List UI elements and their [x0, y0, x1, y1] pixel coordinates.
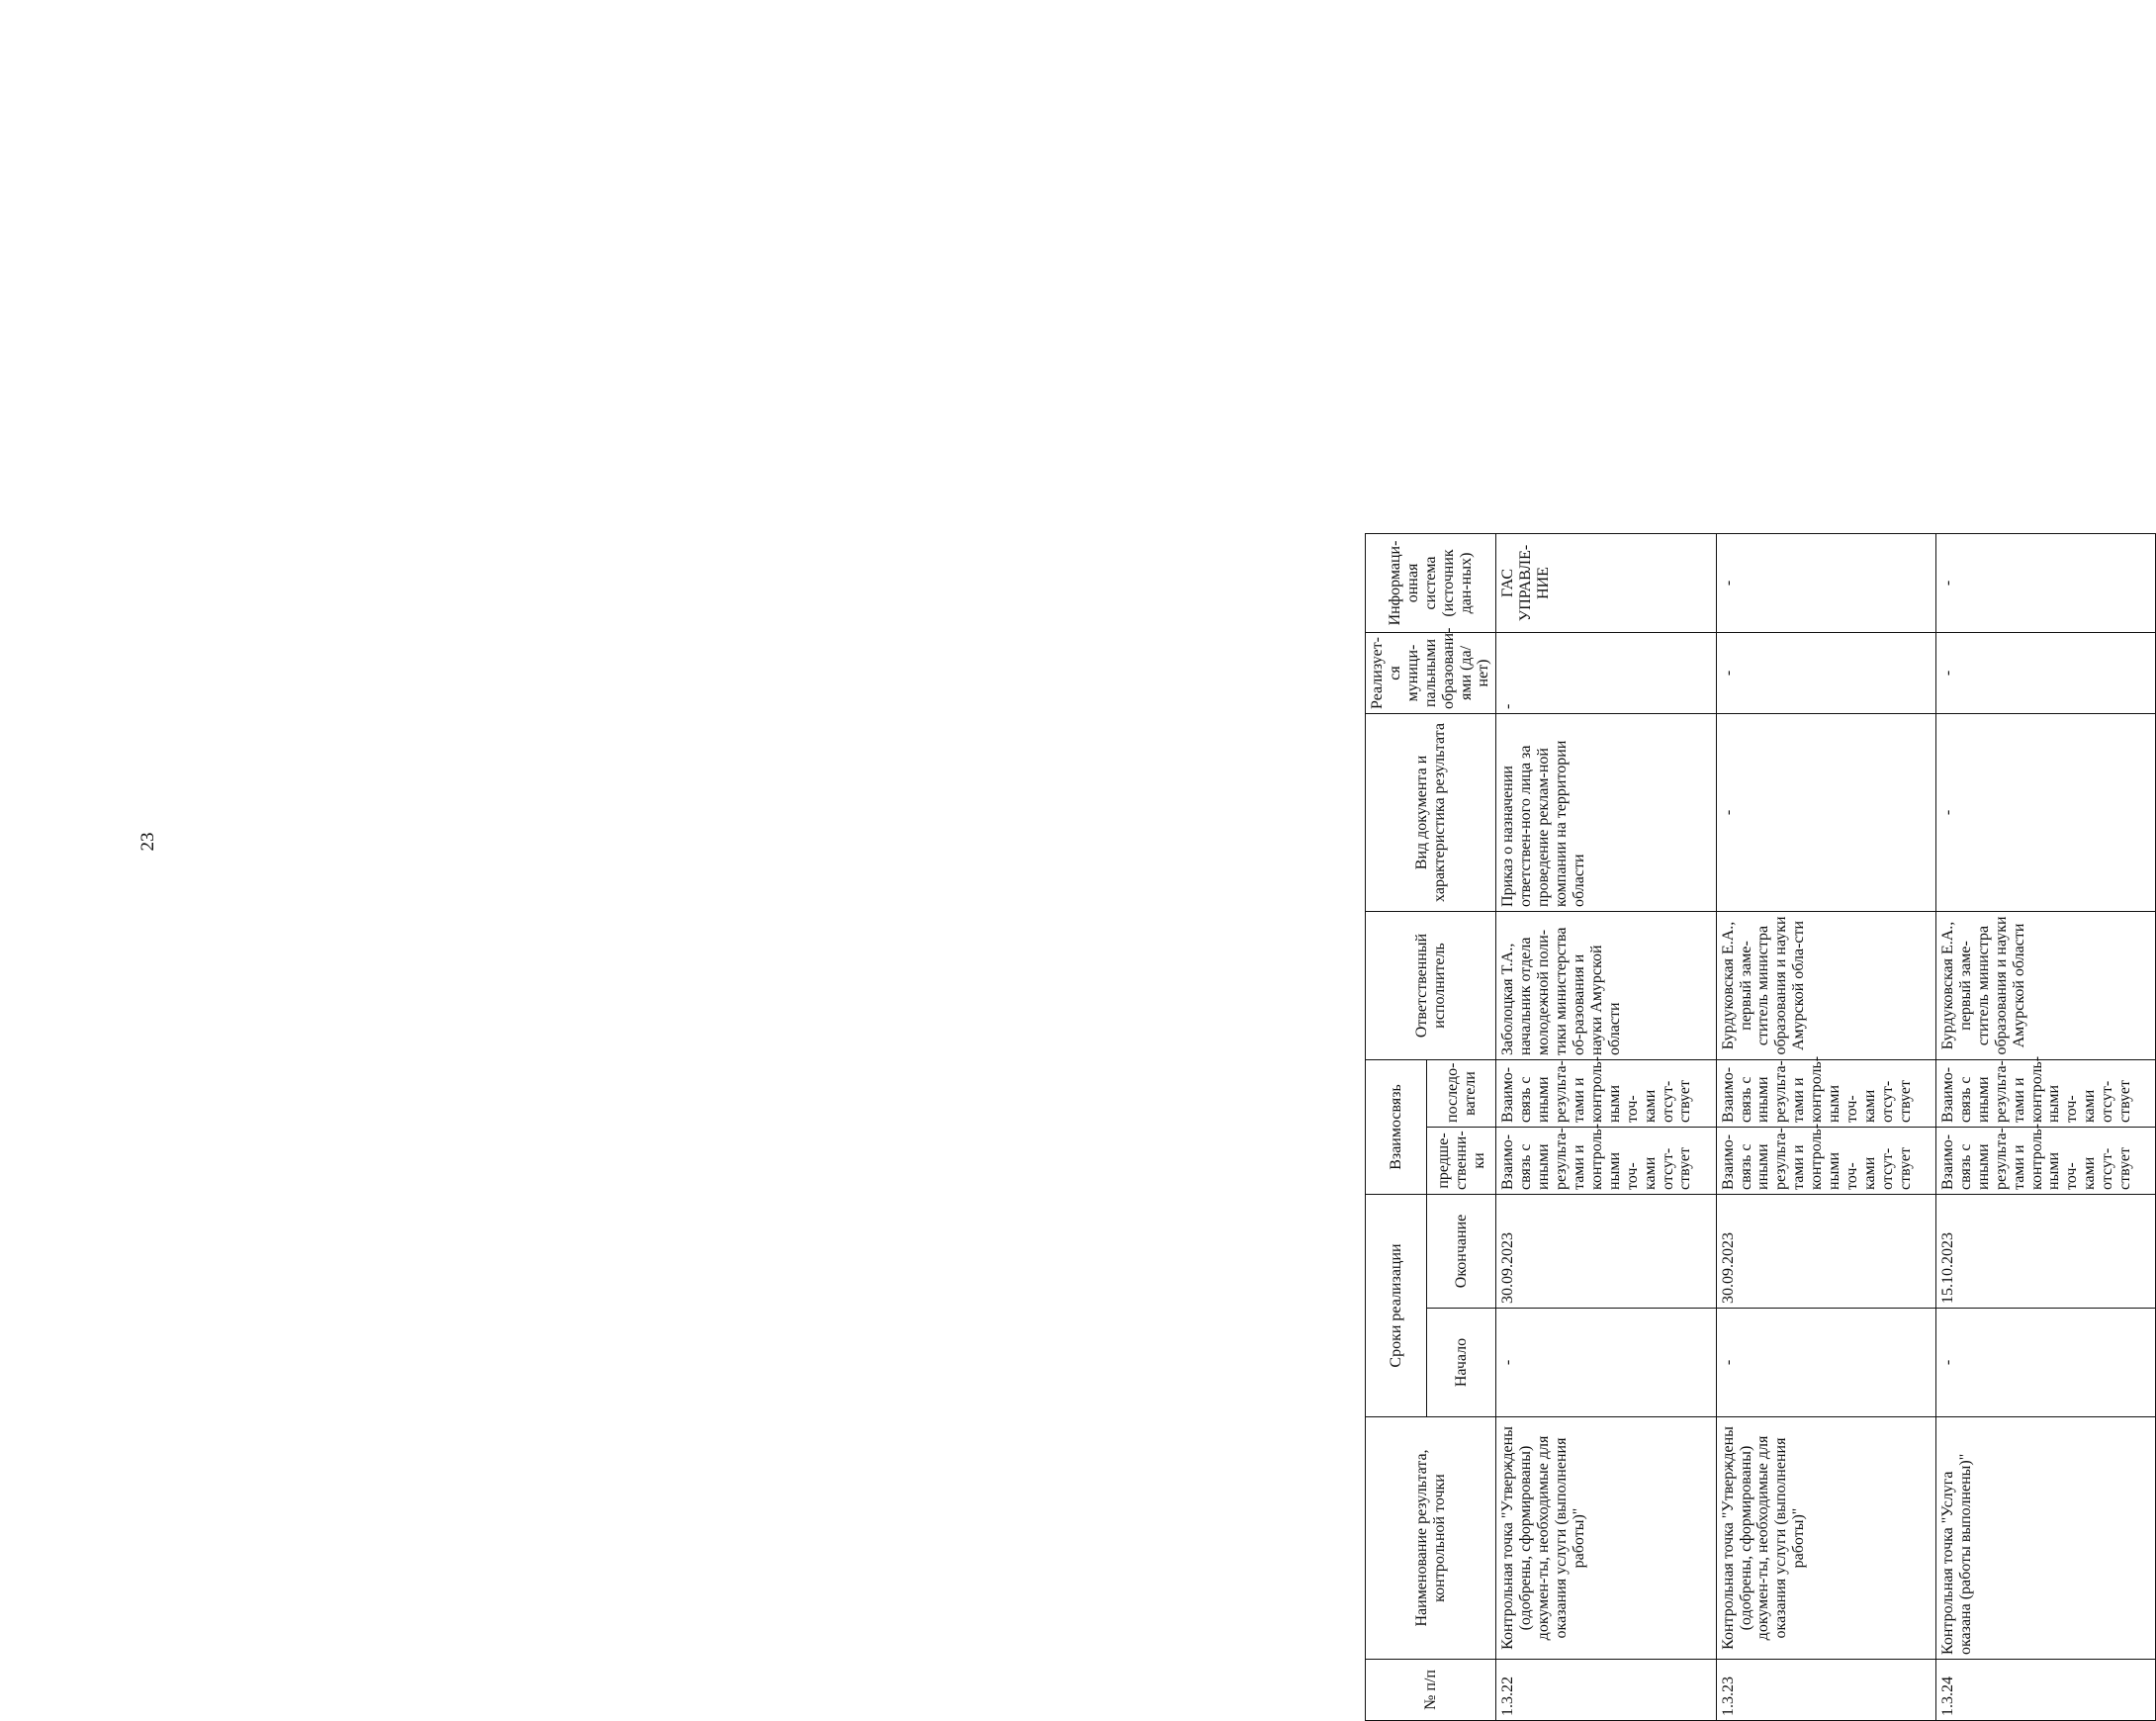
- cell-doc: -: [1936, 713, 2156, 911]
- cell-municipal: -: [1936, 632, 2156, 713]
- header-info: Информаци-онная система (источник дан-ных): [1366, 533, 1496, 632]
- cell-next: Взаимо-связь с иными результа-тами и контроль-ными точ-ками отсут-ствует: [1716, 1059, 1935, 1127]
- header-name: Наименование результата, контрольной точки: [1366, 1417, 1496, 1660]
- cell-prev: Взаимо-связь с иными результа-тами и контроль-ными точ-ками отсут-ствует: [1936, 1127, 2156, 1194]
- header-next: последо-ватели: [1427, 1059, 1496, 1127]
- cell-info: ГАС УПРАВЛЕ-НИЕ: [1496, 533, 1716, 632]
- cell-start: -: [1936, 1309, 2156, 1417]
- cell-municipal: -: [1496, 632, 1716, 713]
- cell-name: Контрольная точка "Услуга оказана (работы выполнены)": [1936, 1417, 2156, 1660]
- results-table: [1365, 533, 2156, 1721]
- header-prev: предше-ственни-ки: [1427, 1127, 1496, 1194]
- header-terms: Сроки реализации: [1366, 1194, 1427, 1416]
- table-row: [1936, 533, 2156, 1720]
- cell-municipal: -: [1716, 632, 1935, 713]
- table-row: [1496, 533, 1716, 1720]
- header-municipal: Реализует-ся муници-пальными образовани-ями (да/нет): [1366, 632, 1496, 713]
- cell-executor: Бурдуковская Е.А., первый заме-ститель министра образования и науки Амурской обла-сти: [1716, 911, 1935, 1059]
- cell-info: -: [1936, 533, 2156, 632]
- cell-next: Взаимо-связь с иными результа-тами и контроль-ными точ-ками отсут-ствует: [1496, 1059, 1716, 1127]
- cell-num: 1.3.24: [1936, 1660, 2156, 1721]
- cell-end: 30.09.2023: [1716, 1194, 1935, 1308]
- cell-end: 15.10.2023: [1936, 1194, 2156, 1308]
- header-num: № п/п: [1366, 1660, 1496, 1721]
- cell-num: 1.3.22: [1496, 1660, 1716, 1721]
- header-relation: Взаимосвязь: [1366, 1059, 1427, 1194]
- cell-prev: Взаимо-связь с иными результа-тами и контроль-ными точ-ками отсут-ствует: [1496, 1127, 1716, 1194]
- header-executor: Ответственный исполнитель: [1366, 911, 1496, 1059]
- cell-num: 1.3.23: [1716, 1660, 1935, 1721]
- cell-doc: -: [1716, 713, 1935, 911]
- cell-next: Взаимо-связь с иными результа-тами и контроль-ными точ-ками отсут-ствует: [1936, 1059, 2156, 1127]
- cell-executor: Бурдуковская Е.А., первый заме-ститель министра образования и науки Амурской области: [1936, 911, 2156, 1059]
- cell-executor: Заболоцкая Т.А., начальник отдела молодежной поли-тики министерства об-разования и науки Амурской области: [1496, 911, 1716, 1059]
- cell-doc: Приказ о назначении ответствен-ного лица за проведение реклам-ной компании на территории области: [1496, 713, 1716, 911]
- cell-name: Контрольная точка "Утверждены (одобрены, сформированы) докумен-ты, необходимые для оказания услуги (выполнения работы)": [1496, 1417, 1716, 1660]
- header-doc: Вид документа и характеристика результата: [1366, 713, 1496, 911]
- cell-name: Контрольная точка "Утверждены (одобрены, сформированы) докумен-ты, необходимые для оказания услуги (выполнения работы)": [1716, 1417, 1935, 1660]
- page-number: 23: [137, 832, 158, 852]
- header-start: Начало: [1427, 1309, 1496, 1417]
- rotated-table-wrapper: [1365, 534, 2156, 1721]
- header-end: Окончание: [1427, 1194, 1496, 1308]
- cell-info: -: [1716, 533, 1935, 632]
- cell-prev: Взаимо-связь с иными результа-тами и контроль-ными точ-ками отсут-ствует: [1716, 1127, 1935, 1194]
- cell-start: -: [1716, 1309, 1935, 1417]
- table-row: [1716, 533, 1935, 1720]
- cell-end: 30.09.2023: [1496, 1194, 1716, 1308]
- cell-start: -: [1496, 1309, 1716, 1417]
